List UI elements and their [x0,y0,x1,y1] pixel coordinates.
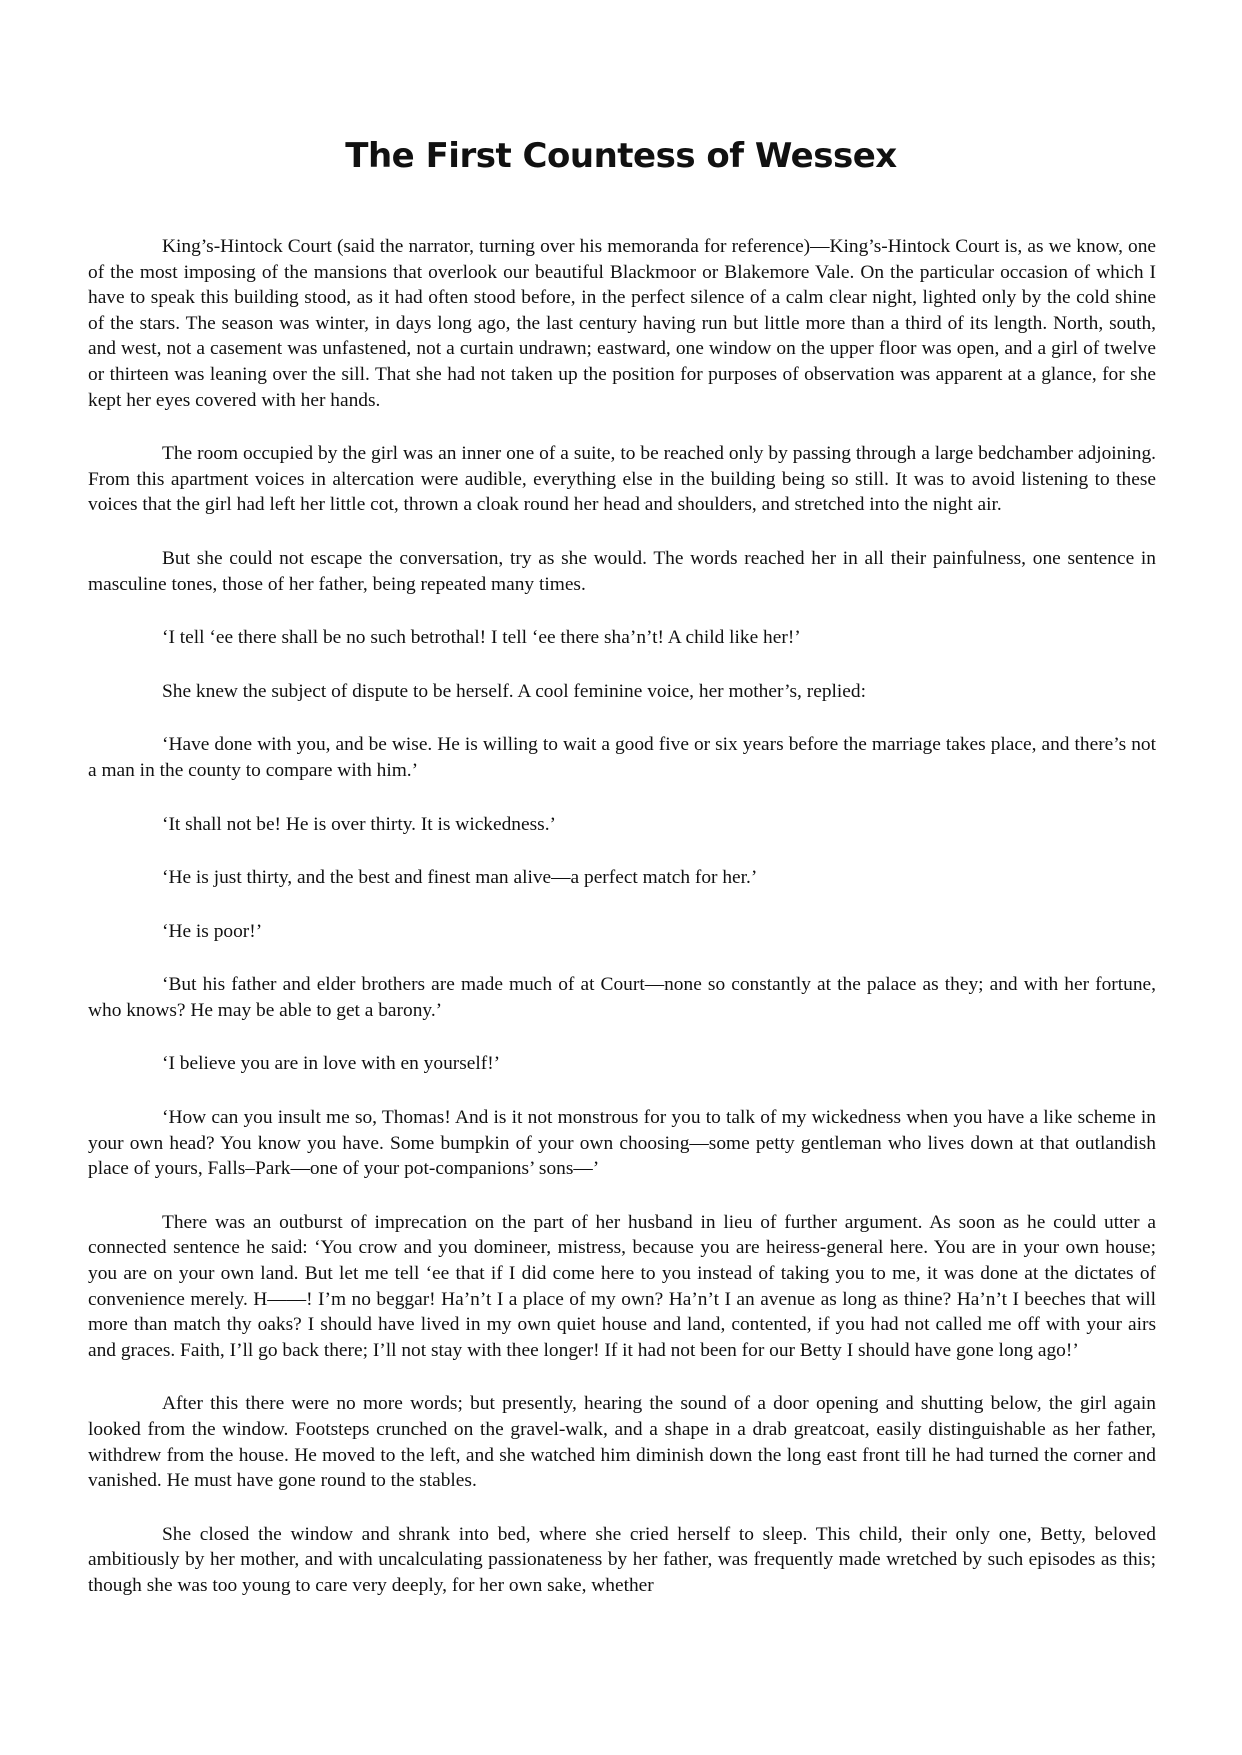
paragraph: ‘He is poor!’ [162,920,263,942]
page-title: The First Countess of Wessex [345,136,897,176]
paragraph: ‘How can you insult me so, Thomas! And is it not monstrous for you to talk of my wickedness when you have a like scheme in your own head? You know you have. Some bumpkin of your own choosing—some petty gentleman who lives down at that outlandish place of yours, Falls–Park—one of your pot-companions’ sons—’ [88,1107,1156,1180]
story-body [88,234,1156,1627]
paragraph: ‘I tell ‘ee there shall be no such betrothal! I tell ‘ee there sha’n’t! A child like her!’ [162,627,801,649]
paragraph: She closed the window and shrank into bed, where she cried herself to sleep. This child, their only one, Betty, beloved ambitiously by her mother, and with uncalculating passionateness by her father, was frequently made wretched by such episodes as this; though she was too young to care very deeply, for her own sake, whether [88,1523,1156,1596]
paragraph: King’s-Hintock Court (said the narrator, turning over his memoranda for reference)—King’s-Hintock Court is, as we know, one of the most imposing of the mansions that overlook our beautiful Blackmoor or Blakemore Vale. On the particular occasion of which I have to speak this building stood, as it had often stood before, in the perfect silence of a calm clear night, lighted only by the cold shine of the stars. The season was winter, in days long ago, the last century having run but little more than a third of its length. North, south, and west, not a casement was unfastened, not a curtain undrawn; eastward, one window on the upper floor was open, and a girl of twelve or thirteen was leaning over the sill. That she had not taken up the position for purposes of observation was apparent at a glance, for she kept her eyes covered with her hands. [88,236,1156,411]
paragraph: She knew the subject of dispute to be herself. A cool feminine voice, her mother’s, replied: [162,680,866,702]
paragraph: ‘I believe you are in love with en yourself!’ [162,1053,501,1075]
paragraph: ‘Have done with you, and be wise. He is willing to wait a good five or six years before the marriage takes place, and there’s not a man in the county to compare with him.’ [88,734,1156,781]
paragraph: ‘He is just thirty, and the best and finest man alive—a perfect match for her.’ [162,867,758,889]
paragraph: There was an outburst of imprecation on the part of her husband in lieu of further argument. As soon as he could utter a connected sentence he said: ‘You crow and you domineer, mistress, because you are heiress-general here. You are in your own house; you are on your own land. But let me tell ‘ee that if I did come here to you instead of taking you to me, it was done at the dictates of convenience merely. H——! I’m no beggar! Ha’n’t I a place of my own? Ha’n’t I an avenue as long as thine? Ha’n’t I beeches that will more than match thy oaks? I should have lived in my own quiet house and land, contented, if you had not called me off with your airs and graces. Faith, I’ll go back there; I’ll not stay with thee longer! If it had not been for our Betty I should have gone long ago!’ [88,1211,1156,1361]
paragraph: The room occupied by the girl was an inner one of a suite, to be reached only by passing through a large bedchamber adjoining. From this apartment voices in altercation were audible, everything else in the building being so still. It was to avoid listening to these voices that the girl had left her little cot, thrown a cloak round her head and shoulders, and stretched into the night air. [88,443,1156,516]
paragraph: But she could not escape the conversation, try as she would. The words reached her in all their painfulness, one sentence in masculine tones, those of her father, being repeated many times. [88,547,1156,595]
paragraph: ‘It shall not be! He is over thirty. It is wickedness.’ [162,813,557,835]
paragraph: After this there were no more words; but presently, hearing the sound of a door opening and shutting below, the girl again looked from the window. Footsteps crunched on the gravel-walk, and a shape in a drab greatcoat, easily distinguishable as her father, withdrew from the house. He moved to the left, and she watched him diminish down the long east front till he had turned the corner and vanished. He must have gone round to the stables. [88,1393,1156,1492]
paragraph: ‘But his father and elder brothers are made much of at Court—none so constantly at the palace as they; and with her fortune, who knows? He may be able to get a barony.’ [88,974,1156,1021]
